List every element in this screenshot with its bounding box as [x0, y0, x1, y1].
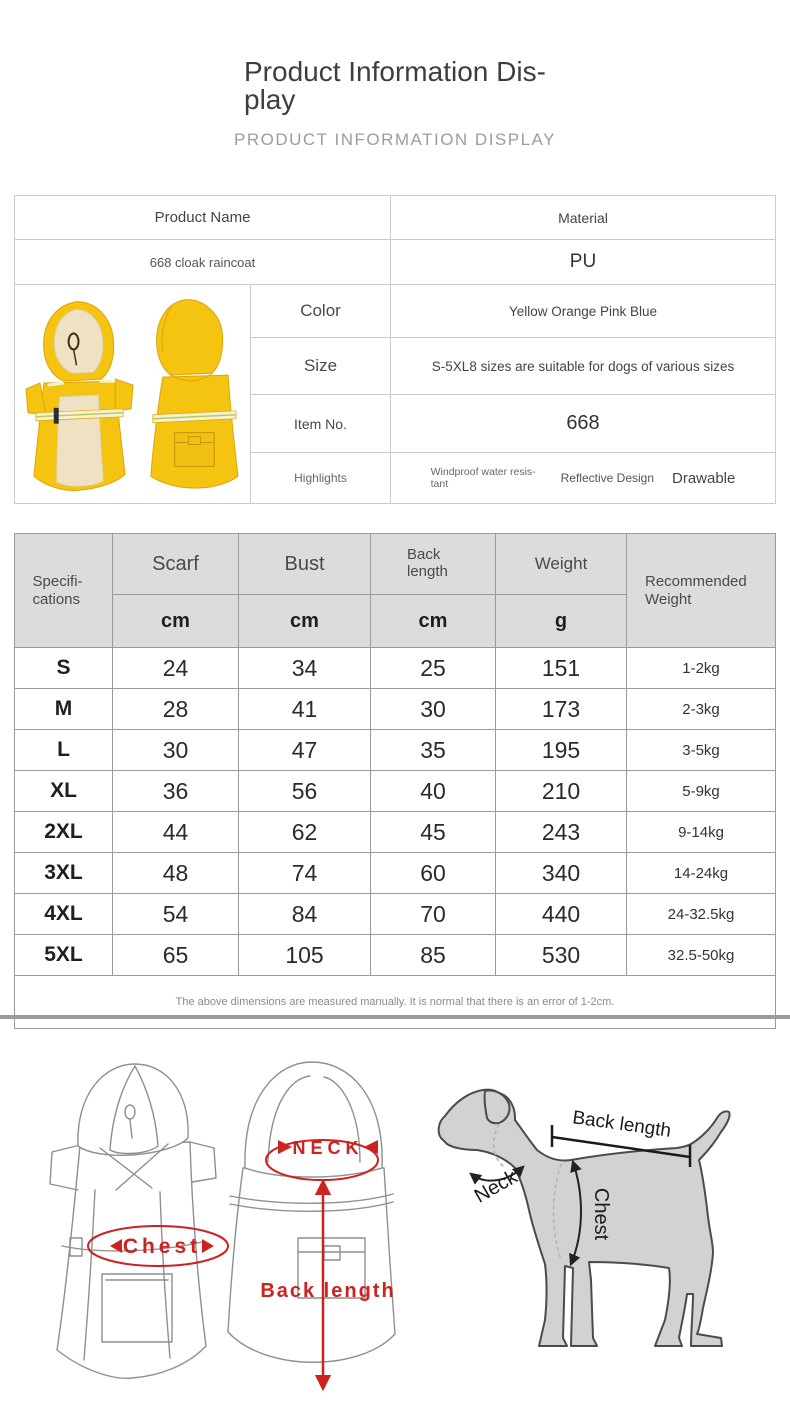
page-subtitle: PRODUCT INFORMATION DISPLAY [234, 130, 556, 149]
bust-cell: 74 [239, 853, 371, 894]
scarf-cell: 48 [113, 853, 239, 894]
col-header-weight: Weight [496, 534, 627, 595]
material-header: Material [391, 196, 776, 240]
weight-cell: 440 [496, 894, 627, 935]
item-no-label: Item No. [251, 395, 391, 453]
highlight-reflective: Reflective Design [560, 471, 654, 485]
unit-back-length: cm [371, 595, 496, 648]
col-header-recommended-weight: Recommended Weight [627, 534, 776, 648]
dog-chest-label: Chest [590, 1187, 612, 1241]
table-row [15, 935, 776, 976]
weight-cell: 340 [496, 853, 627, 894]
product-name-value: 668 cloak raincoat [15, 240, 391, 285]
col-header-back-length: Back length [371, 534, 496, 595]
highlight-windproof: Windproof water resis-tant [430, 466, 536, 490]
table-row [15, 730, 776, 771]
unit-weight: g [496, 595, 627, 648]
weight-cell: 151 [496, 648, 627, 689]
dog-back-length-label: Back length [571, 1107, 673, 1142]
size-value: S-5XL8 sizes are suitable for dogs of various sizes [391, 338, 776, 395]
table-row [15, 689, 776, 730]
weight-cell: 243 [496, 812, 627, 853]
back-length-cell: 40 [371, 771, 496, 812]
neck-label: NECK [292, 1138, 364, 1158]
weight-cell: 173 [496, 689, 627, 730]
back-length-cell: 35 [371, 730, 496, 771]
bust-cell: 105 [239, 935, 371, 976]
bust-cell: 62 [239, 812, 371, 853]
bust-cell: 34 [239, 648, 371, 689]
weight-cell: 210 [496, 771, 627, 812]
highlights-label: Highlights [251, 453, 391, 504]
table-row [15, 771, 776, 812]
weight-cell: 195 [496, 730, 627, 771]
product-name-header: Product Name [15, 196, 391, 240]
bust-cell: 84 [239, 894, 371, 935]
col-header-scarf: Scarf [113, 534, 239, 595]
table-row [15, 894, 776, 935]
back-length-cell: 85 [371, 935, 496, 976]
back-length-cell: 70 [371, 894, 496, 935]
back-length-cell: 45 [371, 812, 496, 853]
spec-header: Specifi-cations [15, 534, 113, 648]
recommended-cell: 2-3kg [627, 689, 776, 730]
back-length-label: Back length [260, 1280, 396, 1302]
size-cell: XL [15, 771, 113, 812]
raincoat-back-photo [150, 300, 237, 488]
recommended-cell: 5-9kg [627, 771, 776, 812]
table-row [15, 812, 776, 853]
size-cell: 4XL [15, 894, 113, 935]
bust-cell: 56 [239, 771, 371, 812]
unit-scarf: cm [113, 595, 239, 648]
scarf-cell: 28 [113, 689, 239, 730]
item-no-value: 668 [391, 395, 776, 453]
size-cell: 3XL [15, 853, 113, 894]
scarf-cell: 36 [113, 771, 239, 812]
dog-measurement-diagram [425, 1080, 790, 1427]
arrow-right-icon [202, 1239, 214, 1253]
section-divider [0, 1015, 790, 1019]
recommended-cell: 24-32.5kg [627, 894, 776, 935]
coat-back-sketch [228, 1062, 396, 1388]
size-label: Size [251, 338, 391, 395]
weight-cell: 530 [496, 935, 627, 976]
recommended-cell: 14-24kg [627, 853, 776, 894]
bust-cell: 47 [239, 730, 371, 771]
chest-label: Chest [122, 1235, 202, 1258]
page-title [244, 58, 564, 114]
material-value: PU [391, 240, 776, 285]
table-row [15, 648, 776, 689]
highlight-drawable: Drawable [672, 469, 736, 487]
page-title-line2: play [244, 84, 296, 115]
col-header-bust: Bust [239, 534, 371, 595]
size-cell: 5XL [15, 935, 113, 976]
size-cell: S [15, 648, 113, 689]
unit-bust: cm [239, 595, 371, 648]
bust-cell: 41 [239, 689, 371, 730]
raincoat-measurement-diagram [40, 1050, 430, 1425]
size-cell: L [15, 730, 113, 771]
coat-front-sketch [50, 1064, 228, 1378]
color-value: Yellow Orange Pink Blue [391, 285, 776, 338]
color-label: Color [251, 285, 391, 338]
product-info-table [14, 195, 776, 504]
size-spec-table [14, 533, 776, 1029]
product-photo [15, 285, 251, 504]
scarf-cell: 65 [113, 935, 239, 976]
size-cell: 2XL [15, 812, 113, 853]
raincoat-photo-illustration [16, 286, 250, 497]
recommended-cell: 32.5-50kg [627, 935, 776, 976]
recommended-cell: 9-14kg [627, 812, 776, 853]
scarf-cell: 44 [113, 812, 239, 853]
back-length-cell: 30 [371, 689, 496, 730]
table-row [15, 853, 776, 894]
back-length-cell: 25 [371, 648, 496, 689]
scarf-cell: 24 [113, 648, 239, 689]
dog-neck-label: Neck [470, 1165, 522, 1208]
scarf-cell: 54 [113, 894, 239, 935]
highlights-values [391, 466, 775, 490]
recommended-cell: 3-5kg [627, 730, 776, 771]
page-title-line1: Product Information Dis- [244, 56, 546, 87]
measurement-note: The above dimensions are measured manually. It is normal that there is an error of 1-2cm. [15, 976, 776, 1029]
scarf-cell: 30 [113, 730, 239, 771]
size-cell: M [15, 689, 113, 730]
recommended-cell: 1-2kg [627, 648, 776, 689]
raincoat-front-photo [26, 302, 133, 491]
back-length-cell: 60 [371, 853, 496, 894]
